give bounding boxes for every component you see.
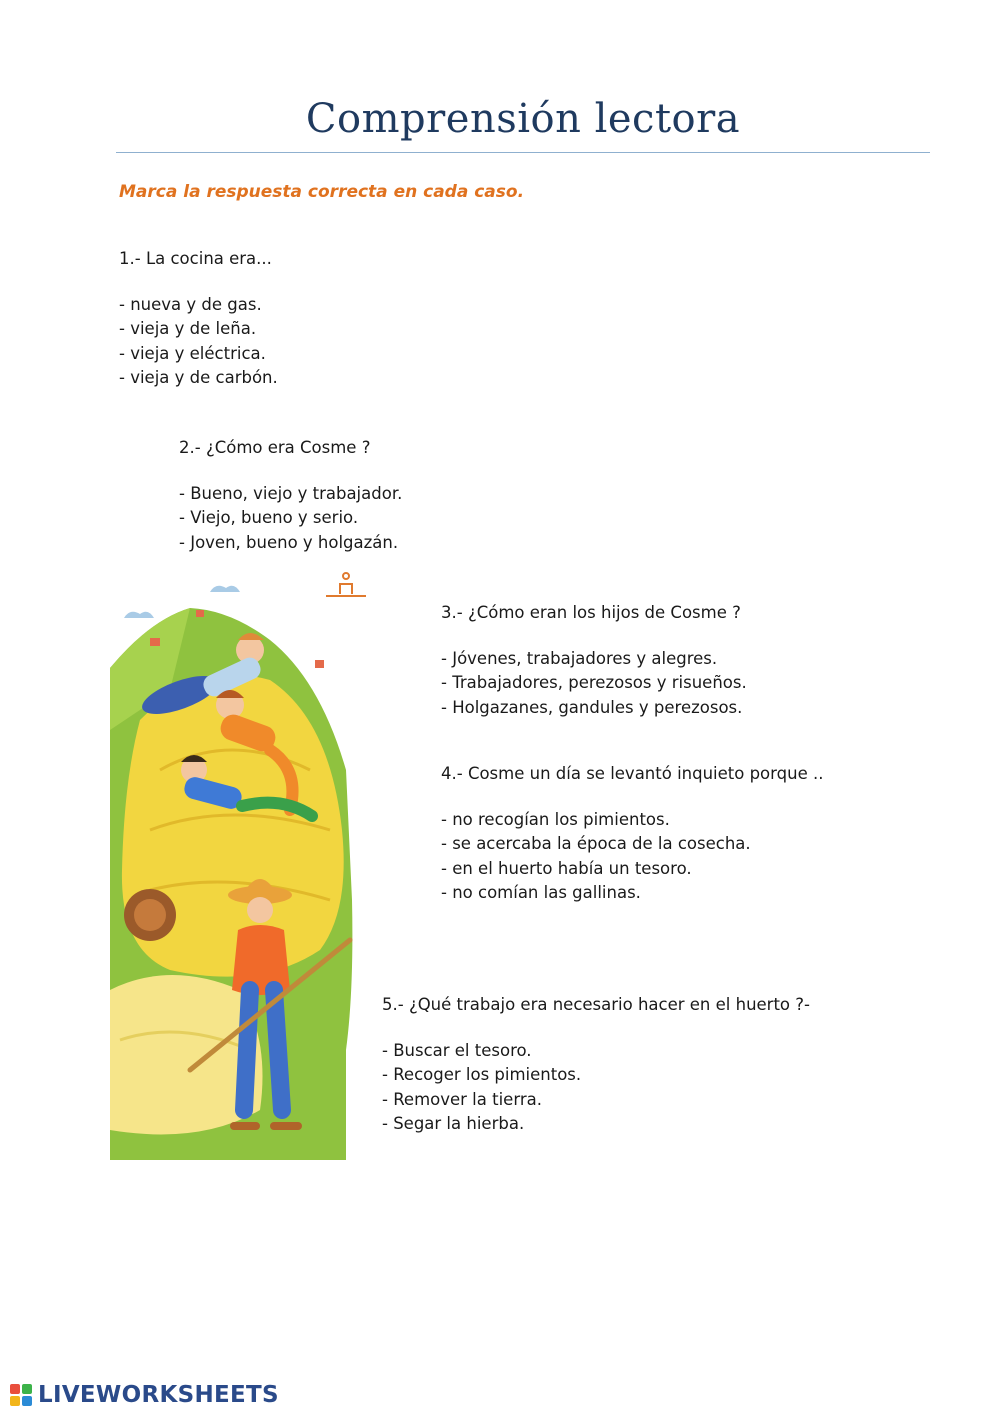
question-2-stem: 2.- ¿Cómo era Cosme ?: [179, 438, 371, 457]
question-4: [441, 762, 823, 906]
question-3-stem: 3.- ¿Cómo eran los hijos de Cosme ?: [441, 603, 741, 622]
question-3-option-2[interactable]: - Trabajadores, perezosos y risueños.: [441, 673, 747, 692]
question-2-option-3[interactable]: - Joven, bueno y holgazán.: [179, 532, 399, 552]
instruction-text: Marca la respuesta correcta en cada caso.: [119, 182, 525, 202]
question-1-option-3[interactable]: - vieja y eléctrica.: [119, 343, 266, 363]
question-5-option-4[interactable]: - Segar la hierba.: [382, 1114, 525, 1133]
question-2-option-1[interactable]: - Bueno, viejo y trabajador.: [179, 483, 403, 503]
question-2: [179, 436, 402, 555]
question-5-option-2[interactable]: - Recoger los pimientos.: [382, 1065, 582, 1084]
page-title: Comprensión lectora: [305, 96, 741, 142]
title-divider: [116, 152, 930, 153]
question-5-option-1[interactable]: - Buscar el tesoro.: [382, 1040, 532, 1060]
question-4-option-2[interactable]: - se acercaba la época de la cosecha.: [441, 834, 751, 853]
haystack-farmer-illustration: [110, 570, 372, 1160]
question-4-option-3[interactable]: - en el huerto había un tesoro.: [441, 858, 692, 878]
question-1: [119, 247, 278, 391]
question-3-option-1[interactable]: - Jóvenes, trabajadores y alegres.: [441, 648, 718, 668]
question-2-option-2[interactable]: - Viejo, bueno y serio.: [179, 508, 359, 527]
question-4-option-1[interactable]: - no recogían los pimientos.: [441, 809, 670, 829]
question-1-option-1[interactable]: - nueva y de gas.: [119, 294, 262, 314]
liveworksheets-logo-icon: [10, 1384, 32, 1406]
question-4-stem: 4.- Cosme un día se levantó inquieto porque ..: [441, 764, 824, 783]
question-3-option-3[interactable]: - Holgazanes, gandules y perezosos.: [441, 697, 743, 717]
question-5-option-3[interactable]: - Remover la tierra.: [382, 1089, 542, 1109]
question-1-option-4[interactable]: - vieja y de carbón.: [119, 368, 278, 387]
question-1-option-2[interactable]: - vieja y de leña.: [119, 319, 257, 338]
question-5: [382, 993, 810, 1137]
question-1-stem: 1.- La cocina era...: [119, 249, 272, 268]
brand-name: LIVEWORKSHEETS: [38, 1382, 279, 1408]
question-5-stem: 5.- ¿Qué trabajo era necesario hacer en el huerto ?-: [382, 995, 810, 1014]
question-3: [441, 601, 747, 720]
question-4-option-4[interactable]: - no comían las gallinas.: [441, 883, 641, 902]
footer-branding: [10, 1380, 279, 1410]
